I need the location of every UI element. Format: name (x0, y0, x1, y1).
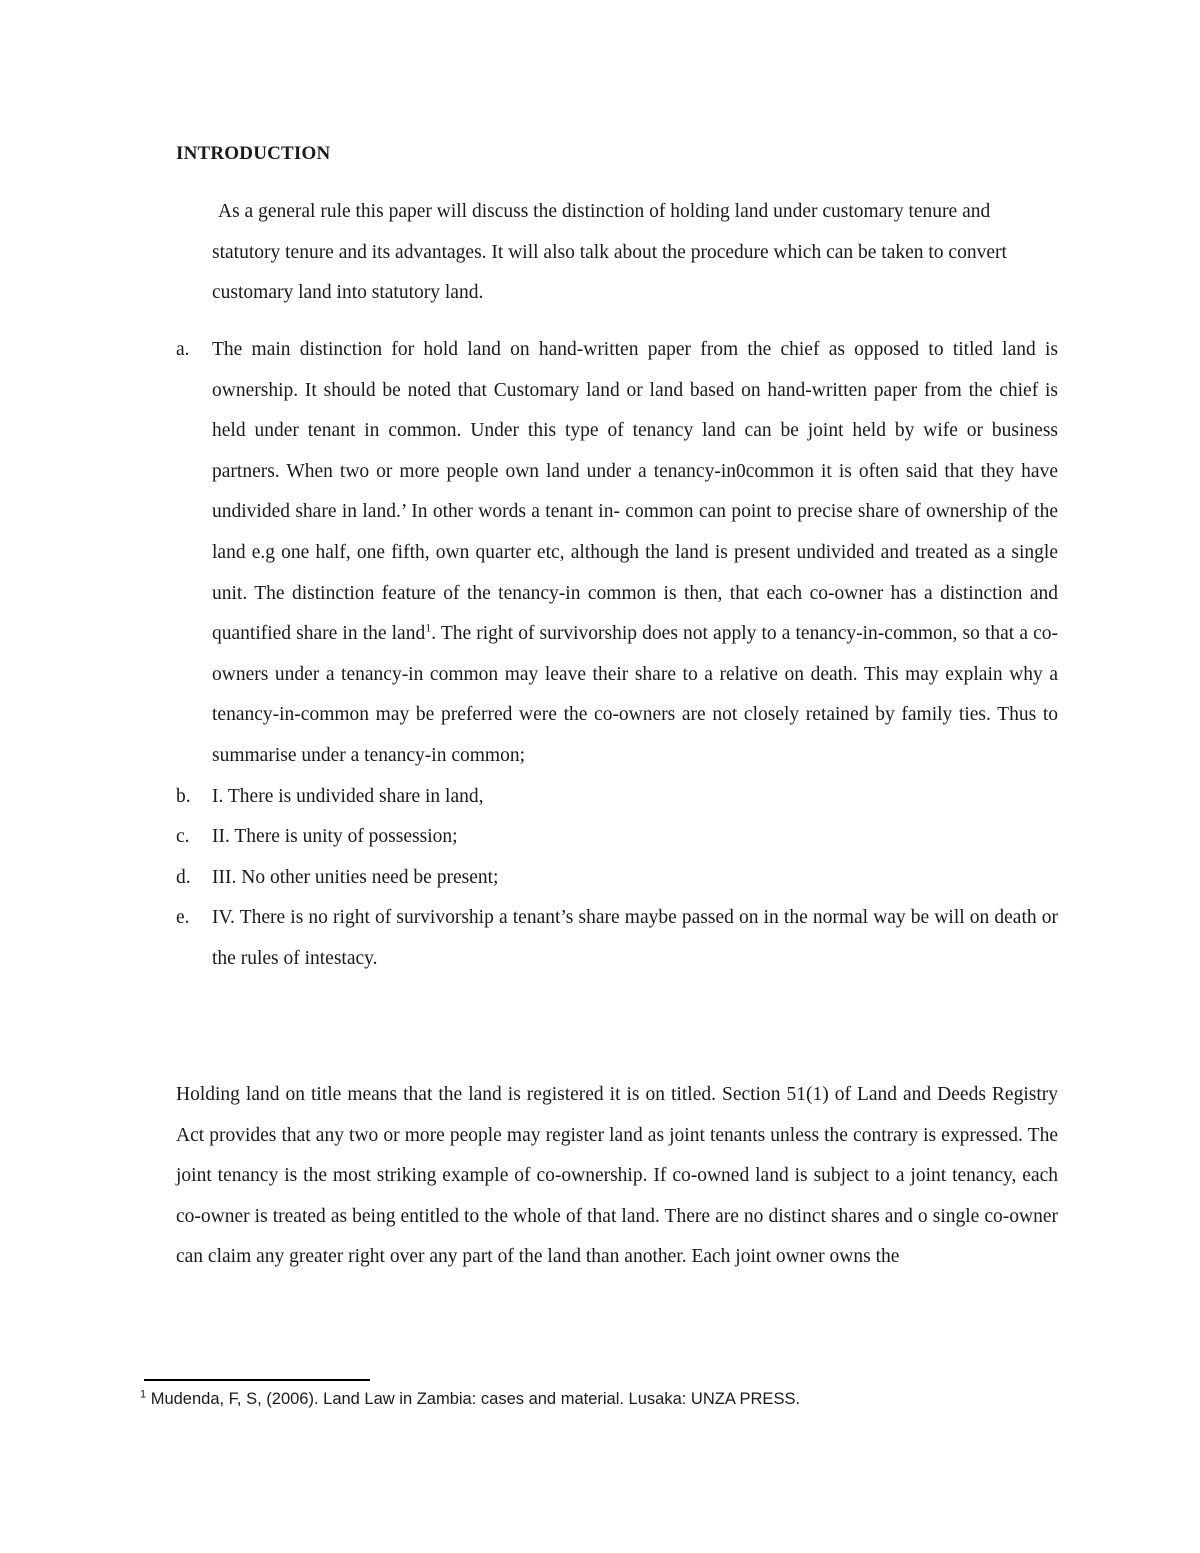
list-item-text: IV. There is no right of survivorship a tenant’s share maybe passed on in the normal way be will on death or the rules of intestacy. (212, 907, 1058, 969)
list-item (176, 858, 1058, 899)
list-marker: d. (176, 866, 191, 888)
footnote-reference: 1 (425, 620, 432, 635)
list-item-text: II. There is unity of possession; (212, 826, 458, 848)
list-marker: c. (176, 826, 190, 848)
list-item-text: III. No other unities need be present; (212, 866, 499, 888)
footnote-text: Mudenda, F, S, (2006). Land Law in Zambia: cases and material. Lusaka: UNZA PRESS. (146, 1390, 801, 1408)
section-heading: INTRODUCTION (176, 143, 331, 164)
footnote (140, 1390, 800, 1409)
list-marker: e. (176, 907, 190, 929)
footnote-separator (144, 1379, 370, 1381)
list-marker: a. (176, 339, 190, 360)
intro-paragraph: As a general rule this paper will discuss the distinction of holding land under customary tenure and statutory tenure and its advantages. It will also talk about the procedure which can be taken to convert customary land into statutory land. (212, 201, 1007, 304)
list-item-text: The main distinction for hold land on hand-written paper from the chief as opposed to titled land is ownership. It should be noted that Customary land or land based on hand-written paper from the chief is held under tenant in common. Under this type of tenancy land can be joint held by wife or business partners. When two or more people own land under a tenancy-in0common it is often said that they have undivided share in land.’ In other words a tenant in- common can point to precise share of ownership of the land e.g one half, one fifth, own quarter etc, although the land is present undivided and treated as a single unit. The distinction feature of the tenancy-in common is then, that each co-owner has a distinction and quantified share in the land (212, 339, 1058, 645)
list-item (176, 330, 1058, 777)
list-item (176, 898, 1058, 979)
list-marker: b. (176, 785, 191, 807)
list-item-text-continued: . The right of survivorship does not apply to a tenancy-in-common, so that a co-owners under a tenancy-in common may leave their share to a relative on death. This may explain why a tenancy-in-common may be preferred were the co-owners are not closely retained by family ties. Thus to summarise under a tenancy-in common; (212, 623, 1058, 766)
summary-list (176, 330, 1058, 980)
footnote-number: 1 (140, 1388, 147, 1401)
list-item (176, 817, 1058, 858)
body-paragraph: Holding land on title means that the land is registered it is on titled. Section 51(1) of Land and Deeds Registry Act provides that any two or more people may register land as joint tenants unless the contrary is expressed. The joint tenancy is the most striking example of co-ownership. If co-owned land is subject to a joint tenancy, each co-owner is treated as being entitled to the whole of that land. There are no distinct shares and o single co-owner can claim any greater right over any part of the land than another. Each joint owner owns the (176, 1084, 1058, 1268)
list-item (176, 777, 1058, 818)
list-item-text: I. There is undivided share in land, (212, 785, 484, 807)
